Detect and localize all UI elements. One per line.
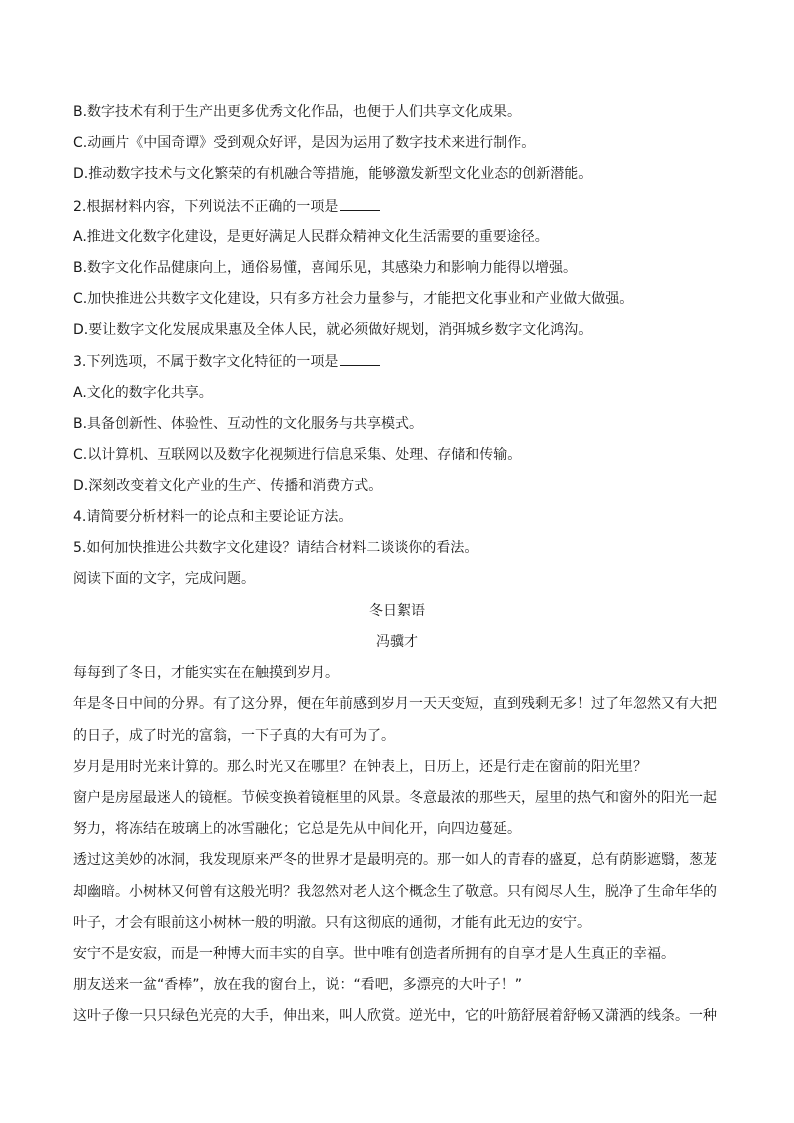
essay-line: 透过这美妙的冰洞，我发现原来严冬的世界才是最明亮的。那一如人的青春的盛夏，总有荫影遮翳，葱茏 <box>73 852 717 868</box>
essay-line: 这叶子像一只只绿色光亮的大手，伸出来，叫人欣赏。逆光中，它的叶筋舒展着舒畅又潇洒的线条。一种 <box>73 1008 717 1024</box>
q3-stem-text: 3.下列选项，不属于数字文化特征的一项是 <box>73 354 339 370</box>
essay-line: 安宁不是安寂，而是一种博大而丰实的自享。世中唯有创造者所拥有的自享才是人生真正的幸福。 <box>73 946 675 962</box>
essay-line: 却幽暗。小树林又何曾有这般光明？我忽然对老人这个概念生了敬意。只有阅尽人生，脱净了生命年华的 <box>73 884 717 900</box>
answer-blank <box>340 351 380 366</box>
q2-stem-text: 2.根据材料内容，下列说法不正确的一项是 <box>73 199 339 215</box>
q1-option-b: B.数字技术有利于生产出更多优秀文化作品，也便于人们共享文化成果。 <box>73 104 522 120</box>
q3-option-c: C.以计算机、互联网以及数字化视频进行信息采集、处理、存储和传输。 <box>73 447 522 463</box>
essay-line: 年是冬日中间的分界。有了这分界，便在年前感到岁月一天天变短，直到残剩无多！过了年忽然又有大把 <box>73 696 717 712</box>
essay-title: 冬日絮语 <box>369 603 425 619</box>
q3-stem <box>73 351 723 372</box>
q1-option-d: D.推动数字技术与文化繁荣的有机融合等措施，能够激发新型文化业态的创新潜能。 <box>73 166 593 182</box>
q1-option-c: C.动画片《中国奇谭》受到观众好评，是因为运用了数字技术来进行制作。 <box>73 135 536 151</box>
q4: 4.请简要分析材料一的论点和主要论证方法。 <box>73 509 353 525</box>
answer-blank <box>340 196 380 211</box>
essay-line: 的日子，成了时光的富翁，一下子真的大有可为了。 <box>73 728 395 744</box>
essay-line: 朋友送来一盆“香棒”，放在我的窗台上，说：“看吧，多漂亮的大叶子！” <box>73 977 523 993</box>
q2-stem <box>73 196 723 217</box>
q3-option-b: B.具备创新性、体验性、互动性的文化服务与共享模式。 <box>73 416 424 432</box>
essay-line: 每每到了冬日，才能实实在在触摸到岁月。 <box>73 665 339 681</box>
q2-option-c: C.加快推进公共数字文化建设，只有多方社会力量参与，才能把文化事业和产业做大做强。 <box>73 291 634 307</box>
q2-option-d: D.要让数字文化发展成果惠及全体人民，就必须做好规划，消弭城乡数字文化鸿沟。 <box>73 322 593 338</box>
q2-option-b: B.数字文化作品健康向上，通俗易懂，喜闻乐见，其感染力和影响力能得以增强。 <box>73 260 578 276</box>
essay-line: 叶子，才会有眼前这小树林一般的明澈。只有这彻底的通彻，才能有此无边的安宁。 <box>73 915 591 931</box>
q5: 5.如何加快推进公共数字文化建设？请结合材料二谈谈你的看法。 <box>73 540 479 556</box>
reading-intro: 阅读下面的文字，完成问题。 <box>73 571 255 587</box>
q2-option-a: A.推进文化数字化建设，是更好满足人民群众精神文化生活需要的重要途径。 <box>73 229 549 245</box>
essay-line: 岁月是用时光来计算的。那么时光又在哪里？在钟表上，日历上，还是行走在窗前的阳光里？ <box>73 759 647 775</box>
essay-author: 冯骥才 <box>376 634 418 650</box>
q3-option-d: D.深刻改变着文化产业的生产、传播和消费方式。 <box>73 478 383 494</box>
q3-option-a: A.文化的数字化共享。 <box>73 385 213 401</box>
essay-line: 窗户是房屋最迷人的镜框。节候变换着镜框里的风景。冬意最浓的那些天，屋里的热气和窗外的阳光一起 <box>73 790 717 806</box>
essay-line: 努力，将冻结在玻璃上的冰雪融化；它总是先从中间化开，向四边蔓延。 <box>73 821 521 837</box>
